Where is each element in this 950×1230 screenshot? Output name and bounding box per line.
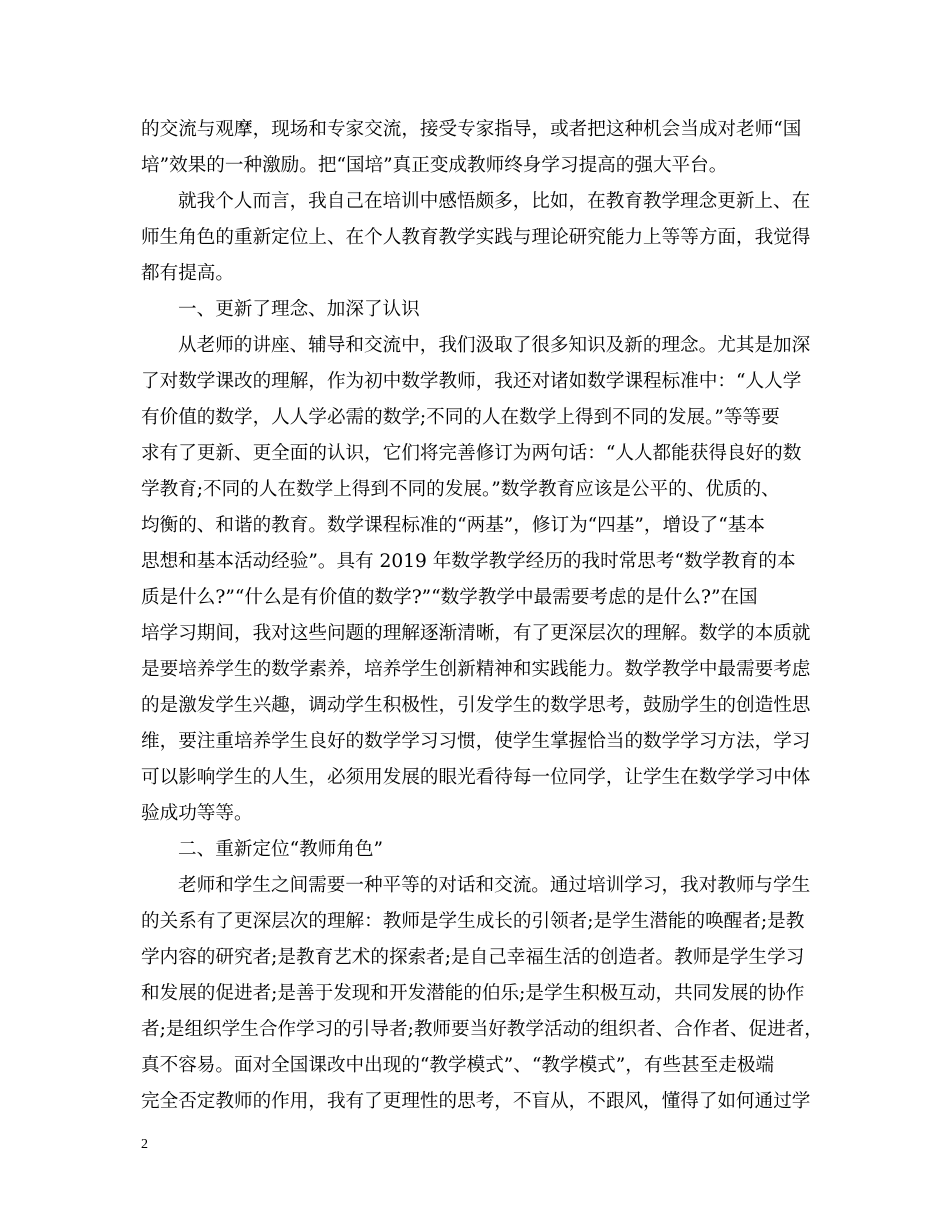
text-line: 求有了更新、更全面的认识，它们将完善修订为两句话：“人人都能获得良好的数 [141,443,802,464]
text-line: 维，要注重培养学生良好的数学学习习惯，使学生掌握恰当的数学学习方法，学习 [141,731,811,752]
text-line: 的关系有了更深层次的理解：教师是学生成长的引领者;是学生潜能的唤醒者;是教 [141,911,805,932]
text-line: 就我个人而言，我自己在培训中感悟颇多，比如，在教育教学理念更新上、在 [178,191,811,212]
section-heading: 一、更新了理念、加深了认识 [178,299,420,320]
text-line: 质是什么?”“什么是有价值的数学?”“数学教学中最需要考虑的是什么?”在国 [141,587,758,608]
text-line: 均衡的、和谐的教育。数学课程标准的“两基”，修订为“四基”，增设了“基本 [141,515,765,536]
text-line: 是要培养学生的数学素养，培养学生创新精神和实践能力。数学教学中最需要考虑 [141,659,811,680]
text-line: 从老师的讲座、辅导和交流中，我们汲取了很多知识及新的理念。尤其是加深 [178,335,811,356]
text-line: 真不容易。面对全国课改中出现的“教学模式”、“教学模式”，有些甚至走极端 [141,1055,775,1076]
text-line: 验成功等等。 [141,803,253,824]
text-line: 的交流与观摩，现场和专家交流，接受专家指导，或者把这种机会当成对老师“国 [141,119,802,140]
text-line: 学教育;不同的人在数学上得到不同的发展。”数学教育应该是公平的、优质的、 [141,479,780,500]
text-line: 学内容的研究者;是教育艺术的探索者;是自己幸福生活的创造者。教师是学生学习 [141,947,805,968]
text-line: 了对数学课改的理解，作为初中数学教师，我还对诸如数学课程标准中：“人人学 [141,371,802,392]
page-number: 2 [141,1137,148,1152]
text-line: 培”效果的一种激励。把“国培”真正变成教师终身学习提高的强大平台。 [141,155,728,176]
text-line: 和发展的促进者;是善于发现和开发潜能的伯乐;是学生积极互动，共同发展的协作 [141,983,805,1004]
text-line: 完全否定教师的作用，我有了更理性的思考，不盲从，不跟风，懂得了如何通过学 [141,1091,811,1112]
text-line: 培学习期间，我对这些问题的理解逐渐清晰，有了更深层次的理解。数学的本质就 [141,623,811,644]
text-line: 有价值的数学，人人学必需的数学;不同的人在数学上得到不同的发展。”等等要 [141,407,780,428]
text-line: 老师和学生之间需要一种平等的对话和交流。通过培训学习，我对教师与学生 [178,875,811,896]
text-line: 者;是组织学生合作学习的引导者;教师要当好教学活动的组织者、合作者、促进者， [141,1019,823,1040]
section-heading: 二、重新定位“教师角色” [178,839,383,860]
text-line: 思想和基本活动经验”。具有 2019 年数学教学经历的我时常思考“数学教育的本 [141,551,796,572]
text-line: 师生角色的重新定位上、在个人教育教学实践与理论研究能力上等等方面，我觉得 [141,227,811,248]
text-line: 可以影响学生的人生，必须用发展的眼光看待每一位同学，让学生在数学学习中体 [141,767,811,788]
text-line: 都有提高。 [141,263,234,284]
text-line: 的是激发学生兴趣，调动学生积极性，引发学生的数学思考，鼓励学生的创造性思 [141,695,811,716]
